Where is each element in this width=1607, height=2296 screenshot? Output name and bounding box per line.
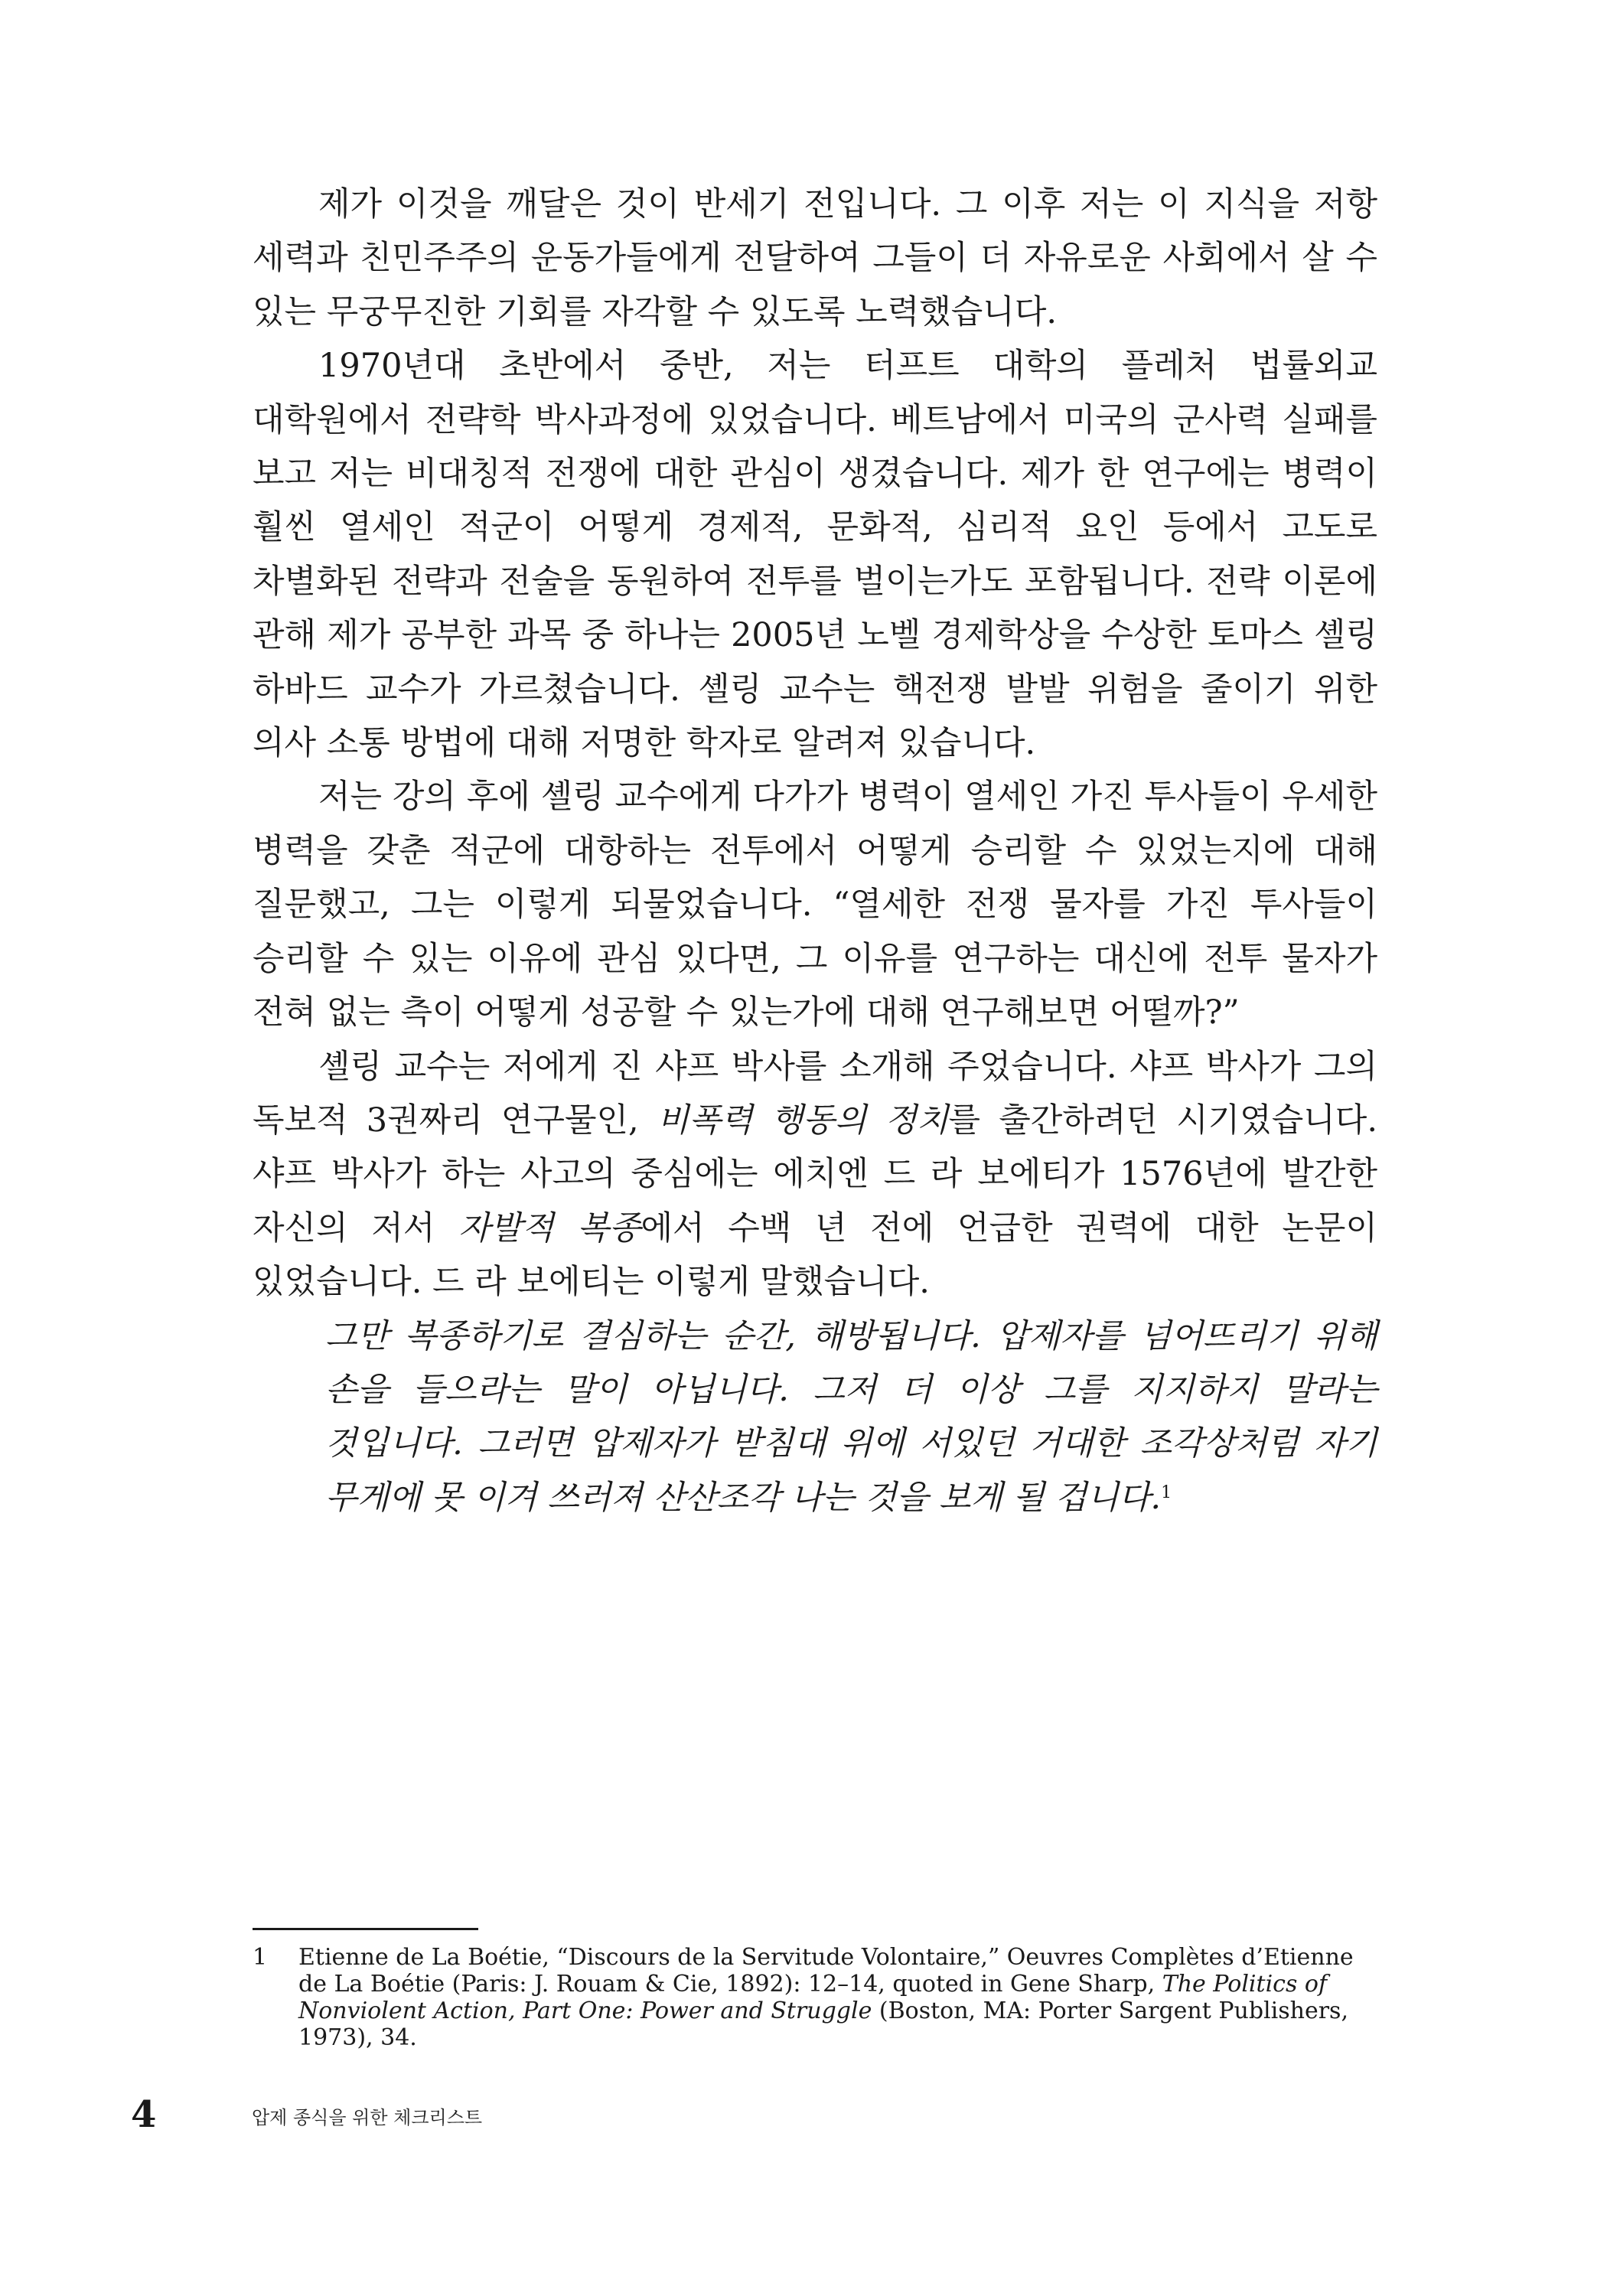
footnote [253,1944,1377,2051]
paragraph-4-text-a: 셸링 교수는 저에게 진 샤프 박사를 소개해 주었습니다. 샤프 박사가 그의 독보적 3권짜리 연구물인, [253,1047,1377,1140]
footnote-divider [253,1928,478,1930]
paragraph-2: 1970년대 초반에서 중반, 저는 터프트 대학의 플레처 법률외교 대학원에서 전략학 박사과정에 있었습니다. 베트남에서 미국의 군사력 실패를 보고 저는 비대칭적 전쟁에 대한 관심이 생겼습니다. 제가 한 연구에는 병력이 훨씬 열세인 적군이 어떻게 경제적, 문화적, 심리적 요인 등에서 고도로 차별화된 전략과 전술을 동원하여 전투를 벌이는가도 포함됩니다. 전략 이론에 관해 제가 공부한 과목 중 하나는 2005년 노벨 경제학상을 수상한 토마스 셸링 하바드 교수가 가르쳤습니다. 셸링 교수는 핵전쟁 발발 위험을 줄이기 위한 의사 소통 방법에 대해 저명한 학자로 알려져 있습니다. [253,347,1377,763]
body-text [253,178,1377,1525]
footnote-number: 1 [253,1944,268,1971]
book-title-politics-of-nonviolent-action: 비폭력 행동의 정치 [657,1101,949,1140]
block-quote-text: 그만 복종하기로 결심하는 순간, 해방됩니다. 압제자를 넘어뜨리기 위해 손을 들으라는 말이 아닙니다. 그저 더 이상 그를 지지하지 말라는 것입니다. 그러면 압제자가 받침대 위에 서있던 거대한 조각상처럼 자기 무게에 못 이겨 쓰러져 산산조각 나는 것을 보게 될 겁니다. [325,1316,1377,1517]
paragraph-3: 저는 강의 후에 셸링 교수에게 다가가 병력이 열세인 가진 투사들이 우세한 병력을 갖춘 적군에 대항하는 전투에서 어떻게 승리할 수 있었는지에 대해 질문했고, 그는 이렇게 되물었습니다. “열세한 전쟁 물자를 가진 투사들이 승리할 수 있는 이유에 관심 있다면, 그 이유를 연구하는 대신에 전투 물자가 전혀 없는 측이 어떻게 성공할 수 있는가에 대해 연구해보면 어떨까?” [253,778,1377,1032]
book-title-voluntary-servitude: 자발적 복종 [458,1208,641,1247]
running-head: 압제 종식을 위한 체크리스트 [252,2107,483,2128]
footnote-text-b: (Boston, MA: Porter Sargent Publishers, 1973), 34. [298,1998,1348,2051]
paragraph-4 [253,1040,1377,1309]
footnote-reference[interactable]: 1 [1161,1482,1172,1502]
paragraph-4-text-c: 에서 수백 년 전에 언급한 권력에 대한 논문이 있었습니다. 드 라 보에티는 이렇게 말했습니다. [253,1208,1377,1302]
footnote-text [298,1944,1377,2051]
paragraph-4-text-b: 를 출간하려던 시기였습니다. 샤프 박사가 하는 사고의 중심에는 에치엔 드 라 보에티가 1576년에 발간한 자신의 저서 [253,1101,1377,1247]
page-number: 4 [131,2093,157,2136]
footnote-text-a: Etienne de La Boétie, “Discours de la Servitude Volontaire,” Oeuvres Complètes d’Etienne de La Boétie (Paris: J. Rouam & Cie, 1892): 12–14, quoted in Gene Sharp, [298,1944,1354,1998]
paragraph-1: 제가 이것을 깨달은 것이 반세기 전입니다. 그 이후 저는 이 지식을 저항 세력과 친민주주의 운동가들에게 전달하여 그들이 더 자유로운 사회에서 살 수 있는 무궁무진한 기회를 자각할 수 있도록 노력했습니다. [253,185,1377,331]
block-quote [253,1309,1377,1525]
footnote-book-title: The Politics of Nonviolent Action, Part One: Power and Struggle [298,1971,1328,2024]
